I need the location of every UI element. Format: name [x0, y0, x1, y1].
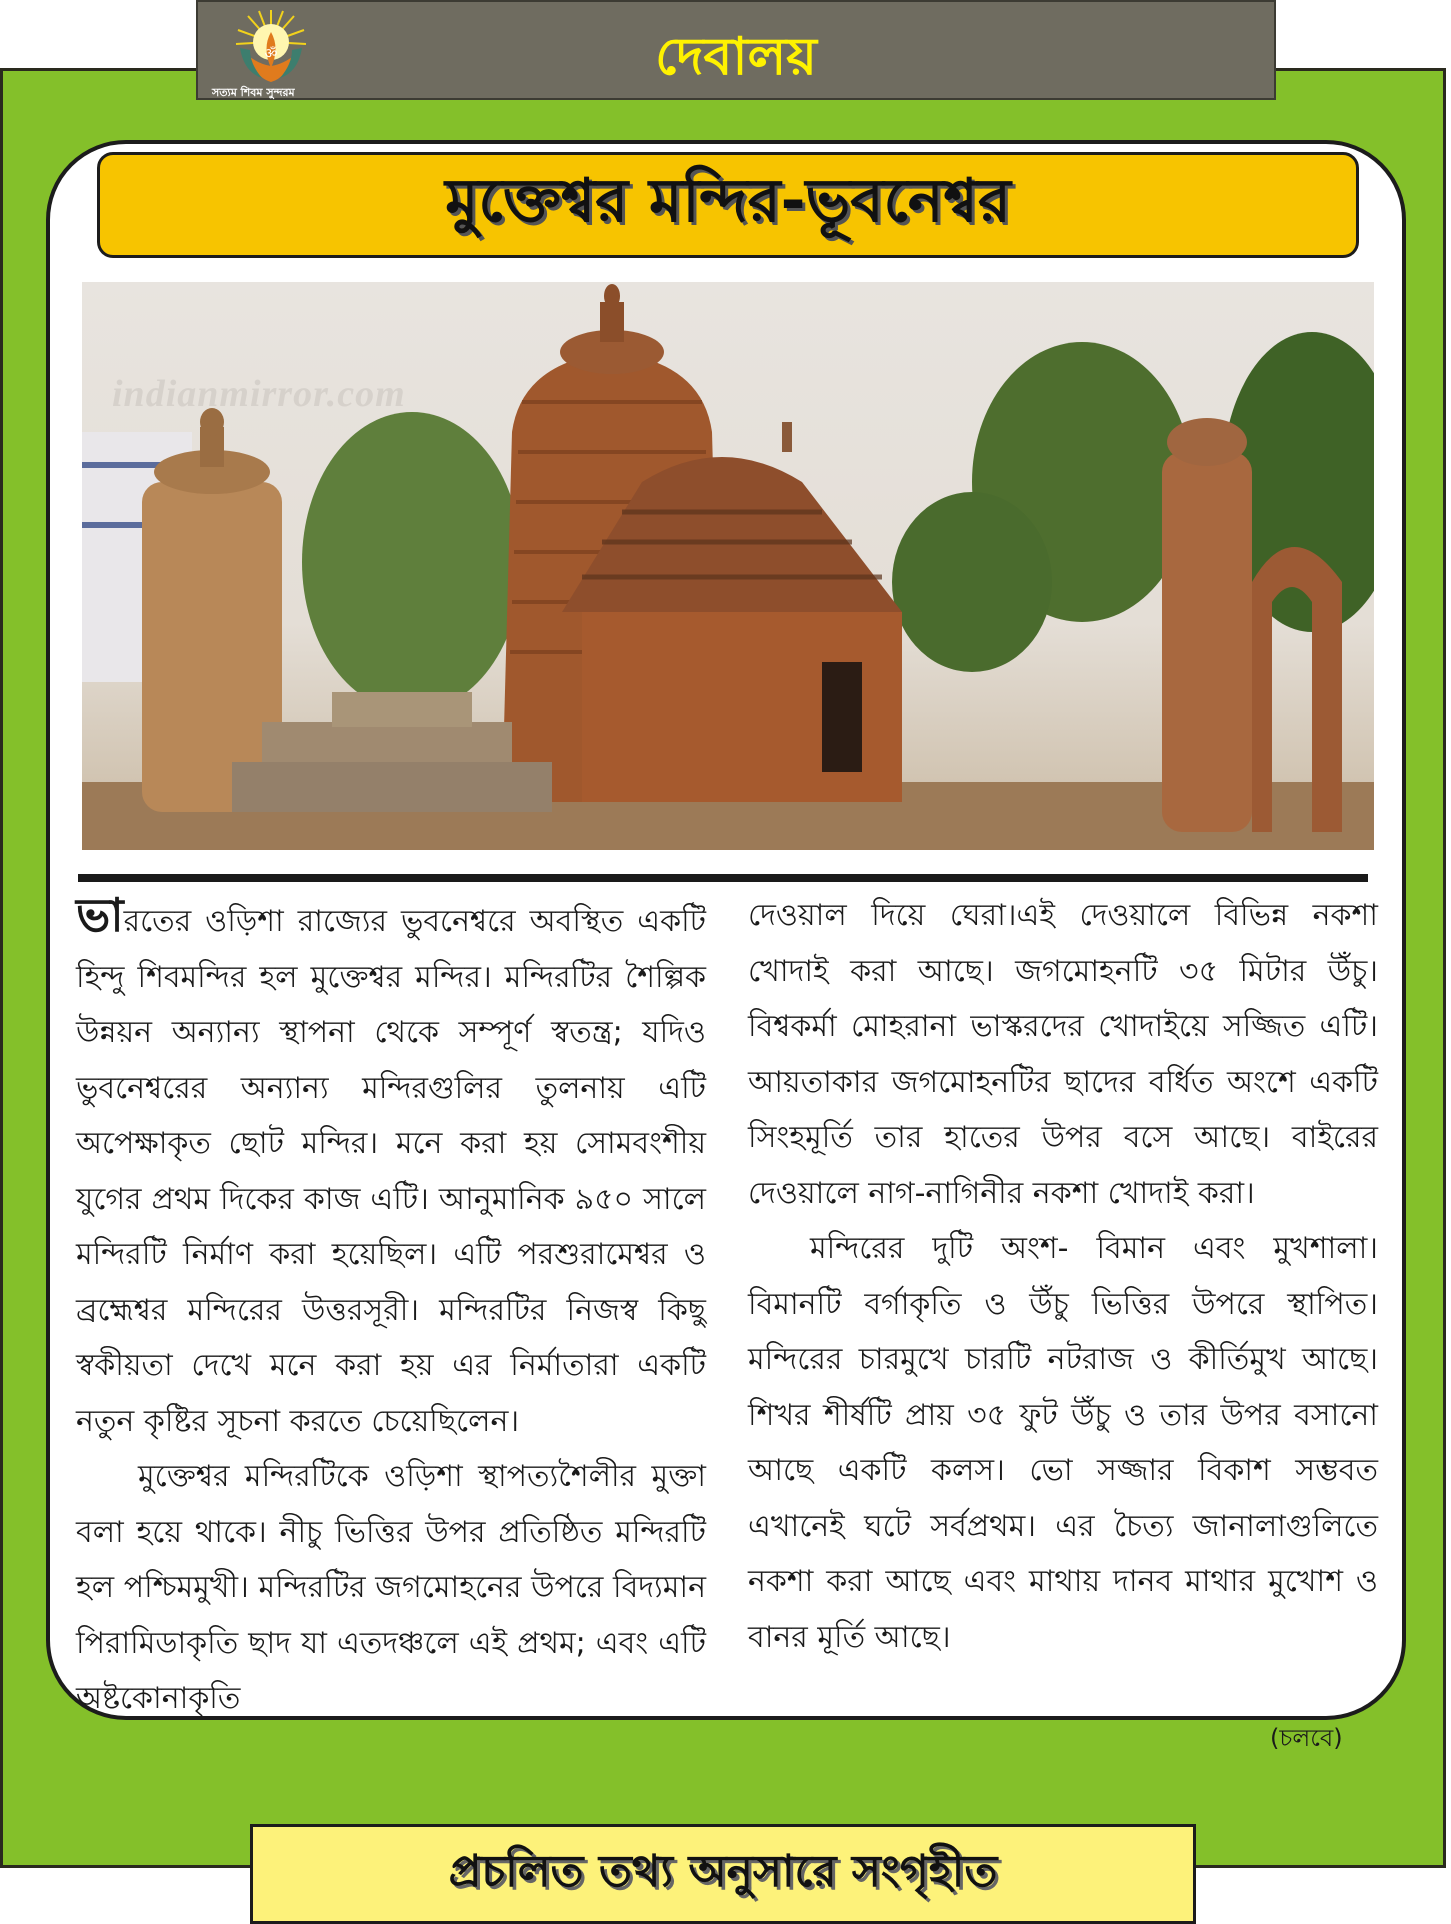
paragraph: দেওয়াল দিয়ে ঘেরা।এই দেওয়ালে বিভিন্ন নকশা খোদাই করা আছে। জগমোহনটি ৩৫ মিটার উঁচু। বিশ্বকর্মা মোহরানা ভাস্করদের খোদাইয়ে সজ্জিত এটি। আয়তাকার জগমোহনটির ছাদের বর্ধিত অংশে একটি সিংহমূর্তি তার হাতের উপর বসে আছে। বাইরের দেওয়ালে নাগ-নাগিনীর নকশা খোদাই করা। — [748, 898, 1378, 1211]
temple-illustration — [82, 282, 1374, 850]
continued-label: (চলবে) — [1270, 1724, 1343, 1752]
footer-note-box — [250, 1824, 1196, 1924]
photo-watermark: indianmirror.com — [112, 373, 406, 415]
footer-note: প্রচলিত তথ্য অনুসারে সংগৃহীত — [448, 1845, 998, 1897]
left-text-column — [76, 888, 706, 1727]
section-divider — [78, 874, 1368, 882]
svg-text:ॐ: ॐ — [264, 46, 278, 62]
section-title: দেবালয় — [655, 27, 817, 87]
temple-photo — [82, 282, 1374, 850]
paragraph: ভারতের ওড়িশা রাজ্যের ভুবনেশ্বরে অবস্থিত একটি হিন্দু শিবমন্দির হল মুক্তেশ্বর মন্দির। মন্দিরটির শৈল্পিক উন্নয়ন অন্যান্য স্থাপনা থেকে সম্পূর্ণ স্বতন্ত্র; যদিও ভুবনেশ্বরের অন্যান্য মন্দিরগুলির তুলনায় এটি অপেক্ষাকৃত ছোট মন্দির। মনে করা হয় সোমবংশীয় যুগের প্রথম দিকের কাজ এটি। আনুমানিক ৯৫০ সালে মন্দিরটি নির্মাণ করা হয়েছিল। এটি পরশুরামেশ্বর ও ব্রহ্মেশ্বর মন্দিরের উত্তরসূরী। মন্দিরটির নিজস্ব কিছু স্বকীয়তা দেখে মনে করা হয় এর নির্মাতারা একটি নতুন কৃষ্টির সূচনা করতে চেয়েছিলেন। — [76, 888, 706, 1439]
section-header — [196, 0, 1276, 100]
right-text-column — [748, 888, 1378, 1665]
paragraph: মুক্তেশ্বর মন্দিরটিকে ওড়িশা স্থাপত্যশৈলীর মুক্তা বলা হয়ে থাকে। নীচু ভিত্তির উপর প্রতিষ্ঠিত মন্দিরটি হল পশ্চিমমুখী। মন্দিরটির জগমোহনের উপরে বিদ্যমান পিরামিডাকৃতি ছাদ যা এতদঞ্চলে এই প্রথম; এবং এটি অষ্টকোনাকৃতি — [76, 1459, 706, 1716]
logo-caption: সত্যম শিবম সুন্দরম — [212, 86, 295, 99]
article-title-box — [97, 152, 1359, 258]
article-title: মুক্তেশ্বর মন্দির-ভূবনেশ্বর — [445, 166, 1011, 236]
drop-cap: ভা — [76, 888, 124, 942]
paragraph: মন্দিরের দুটি অংশ- বিমান এবং মুখশালা। বিমানটি বর্গাকৃতি ও উঁচু ভিত্তির উপরে স্থাপিত। মন্দিরের চারমুখে চারটি নটরাজ ও কীর্তিমুখ আছে। শিখর শীর্ষটি প্রায় ৩৫ ফুট উঁচু ও তার উপর বসানো আছে একটি কলস। ভো সজ্জার বিকাশ সম্ভবত এখানেই ঘটে সর্বপ্রথম। এর চৈত্য জানালাগুলিতে নকশা করা আছে এবং মাথায় দানব মাথার মুখোশ ও বানর মূর্তি আছে। — [748, 1231, 1378, 1655]
